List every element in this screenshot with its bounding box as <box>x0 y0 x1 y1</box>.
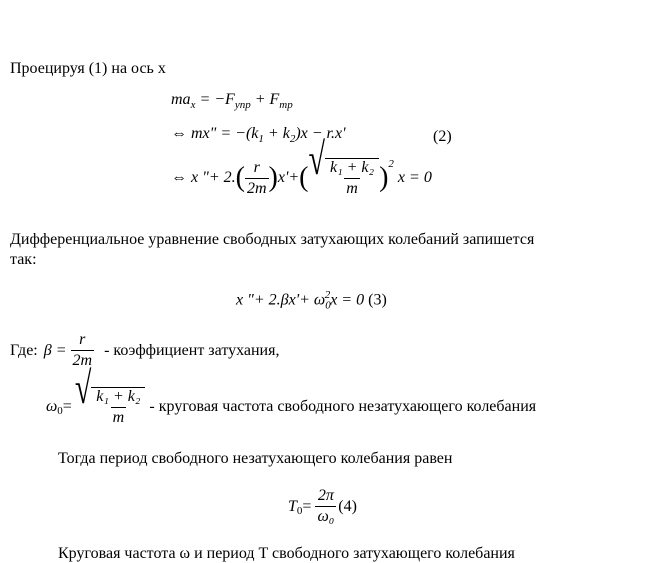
equation-3: ⇔ x "+ 2. ( $\frac{r}{2m}$ ) x'+ ( √ $\frac{\text{k₁ + k₂}}{m}$ ) $^2$ x = 0 <box>171 135 432 197</box>
equation-3-damped: x "+ $2.\beta x'+ \omega_0^2x = 0$ (3) <box>236 289 387 312</box>
intro-text: Проецируя (1) на ось x <box>10 60 166 77</box>
equation-newton: $ma_x = -F_{упр} + F_{тр}$ <box>171 91 293 112</box>
beta-definition: Где: β = $\frac{r}{2m}$ - коэффициент затухания, <box>10 331 280 369</box>
paragraph-damped-eq-cont: так: <box>10 251 37 268</box>
equation-4-period: T $_0$ = $\frac{2\pi}{\text{ω₀}}$ (4) <box>288 487 357 525</box>
bottom-text: Круговая частота ω и период T свободного затухающего колебания <box>58 545 515 562</box>
period-text: Тогда период свободного незатухающего колебания равен <box>58 450 453 467</box>
equation-2: ⇔ mx" = $-(k_1 + k_2)x - r.x'$ <box>171 125 346 146</box>
sqrt-expression: √ $\frac{\text{k₁ + k₂}}{m}$ <box>309 158 380 198</box>
paragraph-damped-eq: Дифференциальное уравнение свободных затухающих колебаний запишется <box>10 231 535 248</box>
fraction-r-2m: $\frac{r}{2m}$ <box>246 158 267 197</box>
equation-2-number: (2) <box>433 128 452 145</box>
omega-definition: ω $_0$ = √ $\frac{\text{k₁ + k₂}}{m}$ - круговая частота свободного незатухающего колебания <box>46 364 537 426</box>
